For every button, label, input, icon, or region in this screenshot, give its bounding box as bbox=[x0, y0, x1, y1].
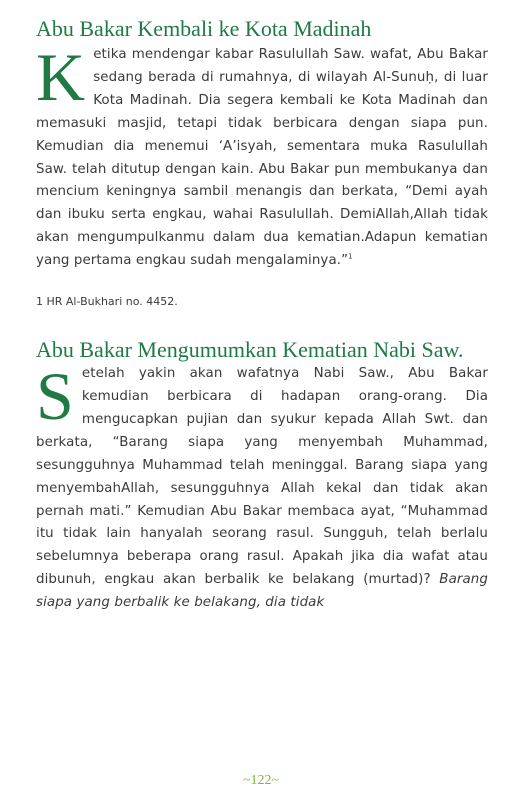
italic-quote-text: Barang siapa yang berbalik ke belakang, dia tidak bbox=[36, 572, 488, 611]
paragraph-text: etika mendengar kabar Rasulullah Saw. wafat, Abu Bakar sedang berada di rumahnya, di wilayah Al-Sunuḥ, di luar Kota Madinah. Dia segera kembali ke Kota Madinah dan memasuki masjid, tetapi tidak berbicara dengan siapa pun. Kemudian dia menemui ‘A’isyah, sementara muka Rasulullah Saw. telah ditutup dengan kain. Abu Bakar pun membukanya dan mencium keningnya sambil menangis dan berkata, “Demi ayah dan ibuku serta engkau, wahai Rasulullah. DemiAllah,Allah tidak akan mengumpulkanmu dalam dua kematian.Adapun kematian yang pertama engkau sudah mengalaminya.” bbox=[36, 47, 488, 269]
drop-cap: S bbox=[36, 358, 74, 435]
section-title: Abu Bakar Kembali ke Kota Madinah bbox=[36, 16, 372, 41]
footnote-reference: 1 bbox=[348, 252, 353, 261]
page-number: ~122~ bbox=[242, 773, 280, 788]
paragraph-text: etelah yakin akan wafatnya Nabi Saw., Abu Bakar kemudian berbicara di hadapan orang-orang. Dia mengucapkan pujian dan syukur kepada Allah Swt. dan berkata, “Barang siapa yang menyembah Muhammad, sesungguhnya Muhammad telah meninggal. Barang siapa yang menyembahAllah, sesungguhnya Allah kekal dan tidak akan pernah mati.” Kemudian Abu Bakar membaca ayat, “Muhammad itu tidak lain hanyalah seorang rasul. Sungguh, telah berlalu sebelumnya beberapa orang rasul. Apakah jika dia wafat atau dibunuh, engkau akan berbalik ke belakang (murtad)? bbox=[36, 366, 488, 588]
drop-cap: K bbox=[36, 39, 86, 115]
book-page bbox=[36, 14, 488, 615]
footnote: 1 HR Al-Bukhari no. 4452. bbox=[36, 295, 178, 309]
paragraph bbox=[36, 358, 488, 615]
paragraph bbox=[36, 39, 488, 273]
section-title: Abu Bakar Mengumumkan Kematian Nabi Saw. bbox=[36, 337, 464, 363]
